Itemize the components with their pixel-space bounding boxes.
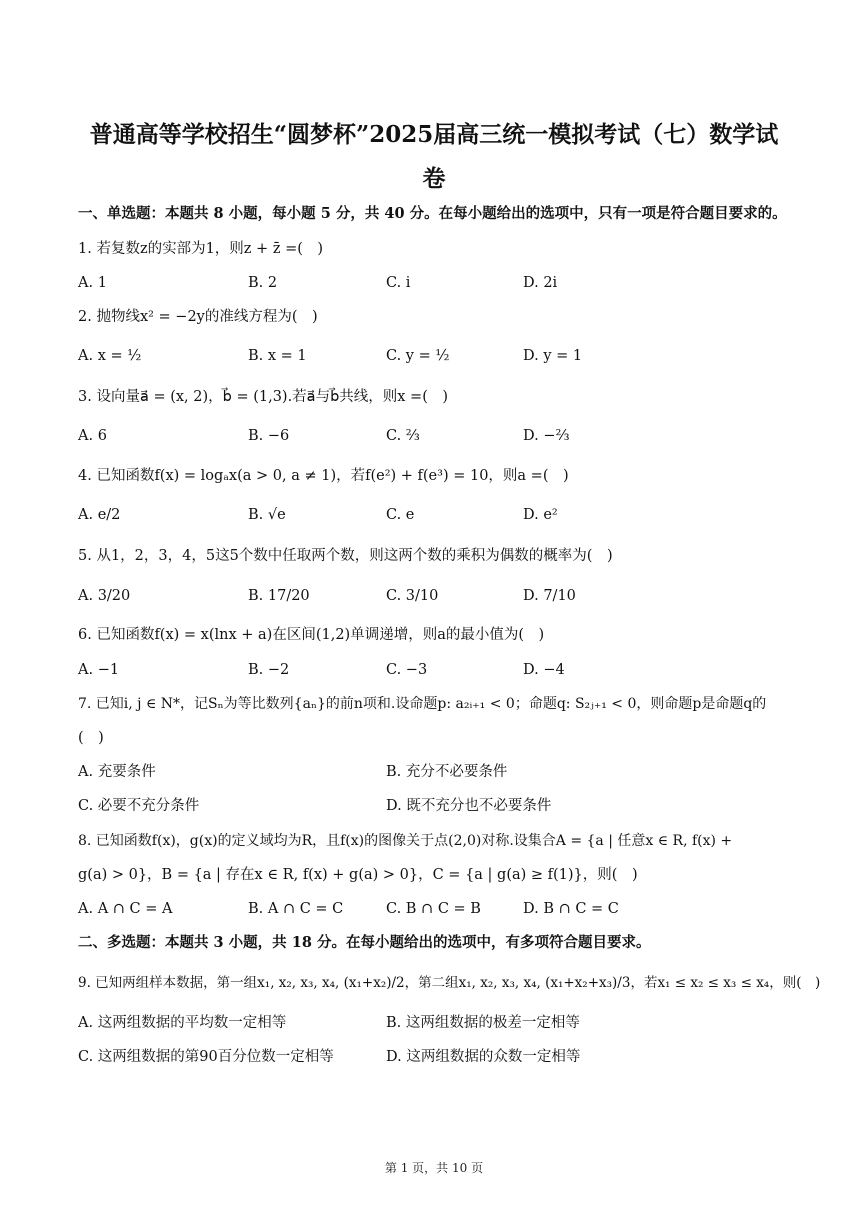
q3-option-d: D. −⅔ — [523, 428, 570, 444]
q9-option-b: B. 这两组数据的极差一定相等 — [386, 1015, 580, 1031]
q5-option-b: B. 17/20 — [248, 588, 310, 604]
q5-option-d: D. 7/10 — [523, 588, 576, 604]
q8-stem-line2: g(a) > 0}，B = {a | 存在x ∈ R, f(x) + g(a) > 0}，C = {a | g(a) ≥ f(1)}，则( ) — [78, 867, 638, 883]
q6-option-d: D. −4 — [523, 662, 565, 678]
q8-stem-line1: 8. 已知函数f(x)，g(x)的定义域均为R，且f(x)的图像关于点(2,0)对称.设集合A = {a | 任意x ∈ R, f(x) + — [78, 833, 733, 849]
q2-option-d: D. y = 1 — [523, 348, 583, 364]
q2-option-c: C. y = ½ — [386, 348, 450, 364]
q4-stem: 4. 已知函数f(x) = logₐx(a > 0, a ≠ 1)，若f(e²) + f(e³) = 10，则a =( ) — [78, 468, 569, 484]
q2-stem: 2. 抛物线x² = −2y的准线方程为( ) — [78, 309, 318, 325]
q8-option-c: C. B ∩ C = B — [386, 901, 481, 917]
q5-option-a: A. 3/20 — [78, 588, 131, 604]
q8-option-d: D. B ∩ C = C — [523, 901, 619, 917]
q6-option-c: C. −3 — [386, 662, 428, 678]
q6-stem: 6. 已知函数f(x) = x(lnx + a)在区间(1,2)单调递增，则a的最小值为( ) — [78, 627, 545, 643]
q5-option-c: C. 3/10 — [386, 588, 439, 604]
q7-option-a: A. 充要条件 — [78, 764, 156, 780]
q7-option-d: D. 既不充分也不必要条件 — [386, 798, 552, 814]
q7-option-c: C. 必要不充分条件 — [78, 798, 200, 814]
q9-stem: 9. 已知两组样本数据，第一组x₁, x₂, x₃, x₄, (x₁+x₂)/2，第二组x₁, x₂, x₃, x₄, (x₁+x₂+x₃)/3，若x₁ ≤ x₂ ≤ x₃ ≤ x₄，则( ) — [78, 975, 821, 991]
q3-option-a: A. 6 — [78, 428, 107, 444]
q9-option-c: C. 这两组数据的第90百分位数一定相等 — [78, 1049, 334, 1065]
q6-option-a: A. −1 — [78, 662, 120, 678]
q1-stem: 1. 若复数z的实部为1，则z + z̄ =( ) — [78, 241, 324, 257]
q1-option-d: D. 2i — [523, 275, 558, 291]
q1-option-c: C. i — [386, 275, 411, 291]
q7-option-b: B. 充分不必要条件 — [386, 764, 508, 780]
exam-title-line2: 卷 — [422, 165, 446, 192]
q2-option-a: A. x = ½ — [78, 348, 142, 364]
q3-option-c: C. ⅔ — [386, 428, 420, 444]
q2-option-b: B. x = 1 — [248, 348, 307, 364]
q6-option-b: B. −2 — [248, 662, 290, 678]
section-single-choice: 一、单选题：本题共 8 小题，每小题 5 分，共 40 分。在每小题给出的选项中，只有一项是符合题目要求的。 — [78, 205, 787, 222]
q4-option-d: D. e² — [523, 507, 558, 523]
q3-option-b: B. −6 — [248, 428, 290, 444]
q1-option-b: B. 2 — [248, 275, 278, 291]
q7-stem-line2: ( ) — [78, 730, 104, 746]
section-multi-choice: 二、多选题：本题共 3 小题，共 18 分。在每小题给出的选项中，有多项符合题目要求。 — [78, 934, 651, 951]
q9-option-d: D. 这两组数据的众数一定相等 — [386, 1049, 581, 1065]
q4-option-c: C. e — [386, 507, 415, 523]
q1-option-a: A. 1 — [78, 275, 107, 291]
page-footer: 第 1 页，共 10 页 — [384, 1161, 484, 1175]
q4-option-a: A. e/2 — [78, 507, 121, 523]
q7-stem-line1: 7. 已知i, j ∈ N*，记Sₙ为等比数列{aₙ}的前n项和.设命题p: a₂ᵢ₊₁ < 0；命题q: S₂ⱼ₊₁ < 0，则命题p是命题q的 — [78, 696, 767, 712]
q3-stem: 3. 设向量a⃗ = (x, 2)，b⃗ = (1,3).若a⃗与b⃗共线，则x =( ) — [78, 389, 449, 405]
q8-option-a: A. A ∩ C = A — [78, 901, 173, 917]
q5-stem: 5. 从1，2，3，4，5这5个数中任取两个数，则这两个数的乘积为偶数的概率为( ) — [78, 548, 613, 564]
q8-option-b: B. A ∩ C = C — [248, 901, 344, 917]
q9-option-a: A. 这两组数据的平均数一定相等 — [78, 1015, 287, 1031]
exam-title-line1: 普通高等学校招生“圆梦杯”2025届高三统一模拟考试（七）数学试 — [89, 121, 779, 148]
q4-option-b: B. √e — [248, 507, 286, 523]
